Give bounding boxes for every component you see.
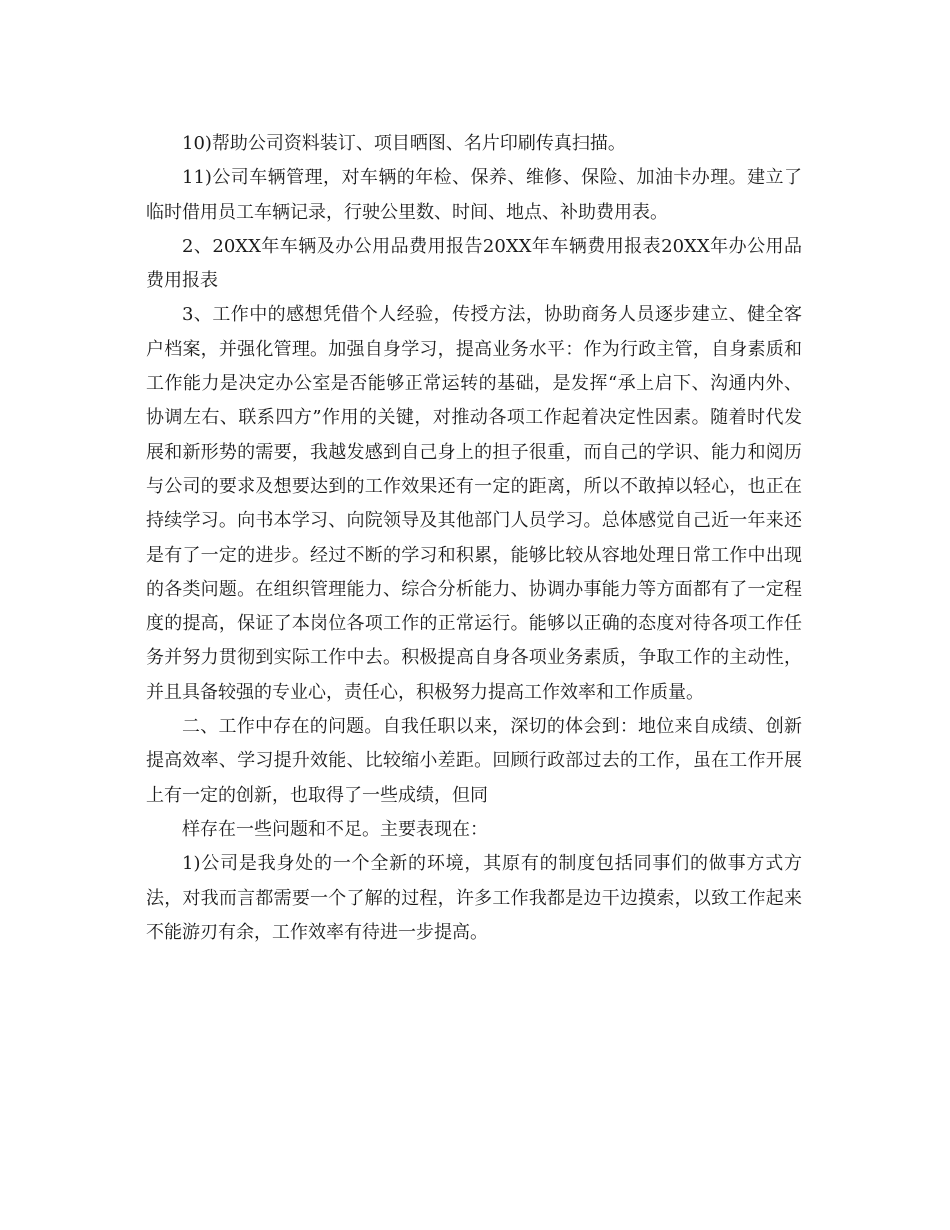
paragraph-item-11-vehicle-management: 11)公司车辆管理，对车辆的年检、保养、维修、保险、加油卡办理。建立了临时借用员工车辆记录，行驶公里数、时间、地点、补助费用表。 <box>146 167 802 223</box>
paragraph-problems-continued: 样存在一些问题和不足。主要表现在： <box>182 818 488 840</box>
paragraph-problem-1: 1)公司是我身处的一个全新的环境，其原有的制度包括同事们的做事方式方法，对我而言都需要一个了解的过程，许多工作我都是边干边摸索，以致工作起来不能游刃有余，工作效率有待进一步提高。 <box>146 853 802 943</box>
paragraph-existing-problems: 二、工作中存在的问题。自我任职以来，深切的体会到：地位来自成绩、创新提高效率、学习提升效能、比较缩小差距。回顾行政部过去的工作，虽在工作开展上有一定的创新，也取得了一些成绩，但同 <box>146 716 802 806</box>
document-body <box>146 127 802 950</box>
paragraph-work-reflections: 3、工作中的感想凭借个人经验，传授方法，协助商务人员逐步建立、健全客户档案，并强化管理。加强自身学习，提高业务水平：作为行政主管，自身素质和工作能力是决定办公室是否能够正常运转的基础，是发挥“承上启下、沟通内外、协调左右、联系四方”作用的关键，对推动各项工作起着决定性因素。随着时代发展和新形势的需要，我越发感到自己身上的担子很重，而自己的学识、能力和阅历与公司的要求及想要达到的工作效果还有一定的距离，所以不敢掉以轻心，也正在持续学习。向书本学习、向院领导及其他部门人员学习。总体感觉自己近一年来还是有了一定的进步。经过不断的学习和积累，能够比较从容地处理日常工作中出现的各类问题。在组织管理能力、综合分析能力、协调办事能力等方面都有了一定程度的提高，保证了本岗位各项工作的正常运行。能够以正确的态度对待各项工作任务并努力贯彻到实际工作中去。积极提高自身各项业务素质，争取工作的主动性，并且具备较强的专业心，责任心，积极努力提高工作效率和工作质量。 <box>146 304 802 703</box>
paragraph-item-10: 10)帮助公司资料装订、项目晒图、名片印刷传真扫描。 <box>182 133 626 154</box>
paragraph-cost-report: 2、20XX年车辆及办公用品费用报告20XX年车辆费用报表20XX年办公用品费用报表 <box>146 235 802 292</box>
